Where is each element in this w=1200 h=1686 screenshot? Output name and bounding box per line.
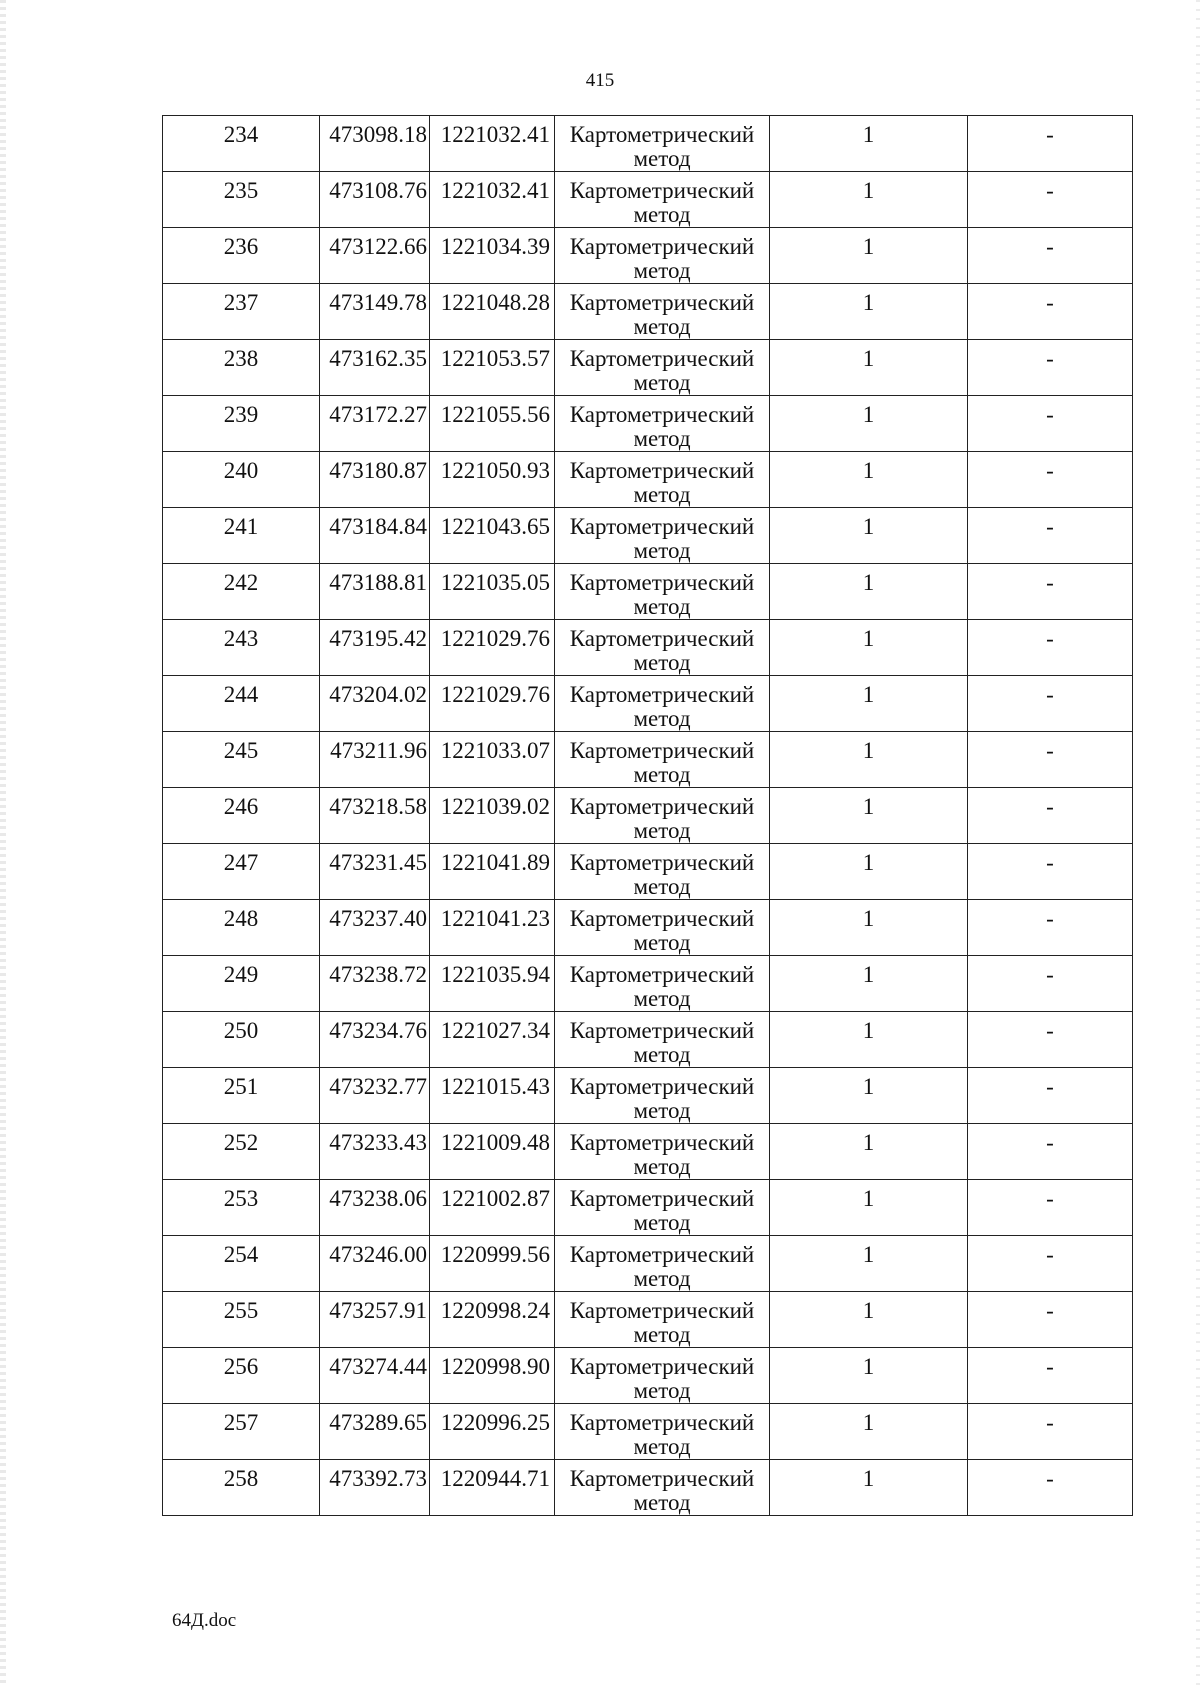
point-number-cell: 242 (163, 564, 320, 620)
table-row (163, 1292, 1133, 1348)
y-coordinate-cell: 1221041.89 (430, 844, 555, 900)
x-coordinate-cell: 473184.84 (320, 508, 430, 564)
point-number-cell: 239 (163, 396, 320, 452)
x-coordinate-cell: 473122.66 (320, 228, 430, 284)
x-coordinate-cell: 473233.43 (320, 1124, 430, 1180)
table-row (163, 1180, 1133, 1236)
x-coordinate-cell: 473211.96 (320, 732, 430, 788)
point-number-cell: 237 (163, 284, 320, 340)
method-suffix-line: метод (633, 1434, 691, 1459)
method-cell (555, 452, 770, 508)
point-number-cell: 235 (163, 172, 320, 228)
description-cell: - (968, 956, 1133, 1012)
x-coordinate-cell: 473149.78 (320, 284, 430, 340)
table-row (163, 900, 1133, 956)
x-coordinate-cell: 473289.65 (320, 1404, 430, 1460)
description-cell: - (968, 788, 1133, 844)
scan-edge-left (0, 0, 6, 1686)
point-number-cell: 244 (163, 676, 320, 732)
accuracy-cell: 1 (770, 116, 968, 172)
description-cell: - (968, 844, 1133, 900)
point-number-cell: 257 (163, 1404, 320, 1460)
point-number-cell: 238 (163, 340, 320, 396)
method-name-line: Картометрический (569, 1298, 755, 1323)
table-row (163, 340, 1133, 396)
point-number-cell: 250 (163, 1012, 320, 1068)
method-name-line: Картометрический (569, 1410, 755, 1435)
point-number-cell: 255 (163, 1292, 320, 1348)
x-coordinate-cell: 473098.18 (320, 116, 430, 172)
table-row (163, 1012, 1133, 1068)
method-suffix-line: метод (633, 1378, 691, 1403)
point-number-cell: 246 (163, 788, 320, 844)
method-suffix-line: метод (633, 706, 691, 731)
method-cell (555, 900, 770, 956)
method-suffix-line: метод (633, 650, 691, 675)
accuracy-cell: 1 (770, 1460, 968, 1516)
coordinates-table (162, 115, 1133, 1516)
method-cell (555, 228, 770, 284)
point-number-cell: 241 (163, 508, 320, 564)
method-name-line: Картометрический (569, 962, 755, 987)
y-coordinate-cell: 1220998.24 (430, 1292, 555, 1348)
description-cell: - (968, 620, 1133, 676)
method-suffix-line: метод (633, 538, 691, 563)
y-coordinate-cell: 1221032.41 (430, 116, 555, 172)
description-cell: - (968, 1292, 1133, 1348)
method-name-line: Картометрический (569, 178, 755, 203)
description-cell: - (968, 676, 1133, 732)
accuracy-cell: 1 (770, 1236, 968, 1292)
method-name-line: Картометрический (569, 1354, 755, 1379)
x-coordinate-cell: 473162.35 (320, 340, 430, 396)
method-cell (555, 620, 770, 676)
method-name-line: Картометрический (569, 794, 755, 819)
method-cell (555, 1124, 770, 1180)
accuracy-cell: 1 (770, 508, 968, 564)
method-suffix-line: метод (633, 1098, 691, 1123)
method-cell (555, 788, 770, 844)
method-name-line: Картометрический (569, 1130, 755, 1155)
method-suffix-line: метод (633, 818, 691, 843)
description-cell: - (968, 1012, 1133, 1068)
description-cell: - (968, 564, 1133, 620)
method-name-line: Картометрический (569, 570, 755, 595)
accuracy-cell: 1 (770, 284, 968, 340)
y-coordinate-cell: 1220999.56 (430, 1236, 555, 1292)
method-cell (555, 116, 770, 172)
x-coordinate-cell: 473246.00 (320, 1236, 430, 1292)
accuracy-cell: 1 (770, 844, 968, 900)
accuracy-cell: 1 (770, 1180, 968, 1236)
y-coordinate-cell: 1221032.41 (430, 172, 555, 228)
method-suffix-line: метод (633, 986, 691, 1011)
table-row (163, 620, 1133, 676)
accuracy-cell: 1 (770, 788, 968, 844)
method-cell (555, 564, 770, 620)
description-cell: - (968, 1068, 1133, 1124)
table-row (163, 508, 1133, 564)
y-coordinate-cell: 1221009.48 (430, 1124, 555, 1180)
table-row (163, 396, 1133, 452)
y-coordinate-cell: 1221035.94 (430, 956, 555, 1012)
point-number-cell: 251 (163, 1068, 320, 1124)
x-coordinate-cell: 473180.87 (320, 452, 430, 508)
description-cell: - (968, 732, 1133, 788)
y-coordinate-cell: 1221055.56 (430, 396, 555, 452)
method-name-line: Картометрический (569, 234, 755, 259)
method-suffix-line: метод (633, 1210, 691, 1235)
x-coordinate-cell: 473218.58 (320, 788, 430, 844)
method-cell (555, 1348, 770, 1404)
x-coordinate-cell: 473392.73 (320, 1460, 430, 1516)
table-row (163, 676, 1133, 732)
method-suffix-line: метод (633, 426, 691, 451)
description-cell: - (968, 1460, 1133, 1516)
point-number-cell: 256 (163, 1348, 320, 1404)
y-coordinate-cell: 1221029.76 (430, 620, 555, 676)
description-cell: - (968, 228, 1133, 284)
table-row (163, 956, 1133, 1012)
x-coordinate-cell: 473231.45 (320, 844, 430, 900)
method-cell (555, 1012, 770, 1068)
table-row (163, 1404, 1133, 1460)
method-cell (555, 956, 770, 1012)
table-row (163, 172, 1133, 228)
method-name-line: Картометрический (569, 458, 755, 483)
accuracy-cell: 1 (770, 956, 968, 1012)
description-cell: - (968, 116, 1133, 172)
method-suffix-line: метод (633, 1042, 691, 1067)
description-cell: - (968, 1180, 1133, 1236)
method-name-line: Картометрический (569, 850, 755, 875)
y-coordinate-cell: 1221015.43 (430, 1068, 555, 1124)
method-suffix-line: метод (633, 930, 691, 955)
accuracy-cell: 1 (770, 1124, 968, 1180)
method-cell (555, 396, 770, 452)
method-suffix-line: метод (633, 314, 691, 339)
method-cell (555, 1180, 770, 1236)
table-row (163, 844, 1133, 900)
y-coordinate-cell: 1221053.57 (430, 340, 555, 396)
accuracy-cell: 1 (770, 564, 968, 620)
y-coordinate-cell: 1221041.23 (430, 900, 555, 956)
accuracy-cell: 1 (770, 1012, 968, 1068)
method-cell (555, 172, 770, 228)
method-name-line: Картометрический (569, 1074, 755, 1099)
method-name-line: Картометрический (569, 346, 755, 371)
x-coordinate-cell: 473257.91 (320, 1292, 430, 1348)
scan-edge-right (1196, 0, 1200, 1686)
accuracy-cell: 1 (770, 396, 968, 452)
x-coordinate-cell: 473188.81 (320, 564, 430, 620)
method-name-line: Картометрический (569, 1242, 755, 1267)
method-suffix-line: метод (633, 258, 691, 283)
method-name-line: Картометрический (569, 1018, 755, 1043)
point-number-cell: 236 (163, 228, 320, 284)
table-row (163, 116, 1133, 172)
method-cell (555, 1292, 770, 1348)
method-suffix-line: метод (633, 594, 691, 619)
point-number-cell: 249 (163, 956, 320, 1012)
y-coordinate-cell: 1221050.93 (430, 452, 555, 508)
method-suffix-line: метод (633, 762, 691, 787)
method-name-line: Картометрический (569, 514, 755, 539)
x-coordinate-cell: 473234.76 (320, 1012, 430, 1068)
point-number-cell: 254 (163, 1236, 320, 1292)
method-name-line: Картометрический (569, 290, 755, 315)
x-coordinate-cell: 473195.42 (320, 620, 430, 676)
method-name-line: Картометрический (569, 626, 755, 651)
method-suffix-line: метод (633, 1490, 691, 1515)
x-coordinate-cell: 473238.72 (320, 956, 430, 1012)
accuracy-cell: 1 (770, 1348, 968, 1404)
method-cell (555, 676, 770, 732)
page-number: 415 (585, 70, 615, 91)
table-row (163, 732, 1133, 788)
accuracy-cell: 1 (770, 1404, 968, 1460)
method-cell (555, 1068, 770, 1124)
description-cell: - (968, 396, 1133, 452)
accuracy-cell: 1 (770, 452, 968, 508)
x-coordinate-cell: 473172.27 (320, 396, 430, 452)
method-name-line: Картометрический (569, 682, 755, 707)
method-name-line: Картометрический (569, 1466, 755, 1491)
point-number-cell: 240 (163, 452, 320, 508)
method-name-line: Картометрический (569, 402, 755, 427)
y-coordinate-cell: 1221029.76 (430, 676, 555, 732)
x-coordinate-cell: 473238.06 (320, 1180, 430, 1236)
x-coordinate-cell: 473232.77 (320, 1068, 430, 1124)
method-cell (555, 508, 770, 564)
y-coordinate-cell: 1220998.90 (430, 1348, 555, 1404)
method-suffix-line: метод (633, 1266, 691, 1291)
accuracy-cell: 1 (770, 1292, 968, 1348)
method-cell (555, 732, 770, 788)
x-coordinate-cell: 473237.40 (320, 900, 430, 956)
y-coordinate-cell: 1221043.65 (430, 508, 555, 564)
accuracy-cell: 1 (770, 340, 968, 396)
method-name-line: Картометрический (569, 738, 755, 763)
x-coordinate-cell: 473108.76 (320, 172, 430, 228)
accuracy-cell: 1 (770, 1068, 968, 1124)
accuracy-cell: 1 (770, 676, 968, 732)
point-number-cell: 253 (163, 1180, 320, 1236)
table-row (163, 1124, 1133, 1180)
method-suffix-line: метод (633, 370, 691, 395)
table-row (163, 564, 1133, 620)
table-row (163, 1460, 1133, 1516)
table-row (163, 1348, 1133, 1404)
method-cell (555, 1404, 770, 1460)
y-coordinate-cell: 1221035.05 (430, 564, 555, 620)
y-coordinate-cell: 1220996.25 (430, 1404, 555, 1460)
description-cell: - (968, 508, 1133, 564)
table-row (163, 788, 1133, 844)
description-cell: - (968, 1404, 1133, 1460)
table-row (163, 228, 1133, 284)
description-cell: - (968, 1236, 1133, 1292)
method-cell (555, 284, 770, 340)
description-cell: - (968, 1124, 1133, 1180)
y-coordinate-cell: 1221002.87 (430, 1180, 555, 1236)
y-coordinate-cell: 1220944.71 (430, 1460, 555, 1516)
table-row (163, 452, 1133, 508)
method-suffix-line: метод (633, 202, 691, 227)
x-coordinate-cell: 473274.44 (320, 1348, 430, 1404)
accuracy-cell: 1 (770, 228, 968, 284)
accuracy-cell: 1 (770, 900, 968, 956)
table-row (163, 1068, 1133, 1124)
description-cell: - (968, 452, 1133, 508)
point-number-cell: 247 (163, 844, 320, 900)
method-cell (555, 844, 770, 900)
description-cell: - (968, 172, 1133, 228)
point-number-cell: 243 (163, 620, 320, 676)
coordinates-table-body (163, 116, 1133, 1516)
description-cell: - (968, 340, 1133, 396)
method-cell (555, 1460, 770, 1516)
method-suffix-line: метод (633, 1154, 691, 1179)
method-cell (555, 1236, 770, 1292)
footer-filename: 64Д.doc (172, 1610, 237, 1631)
point-number-cell: 245 (163, 732, 320, 788)
y-coordinate-cell: 1221033.07 (430, 732, 555, 788)
method-suffix-line: метод (633, 874, 691, 899)
method-name-line: Картометрический (569, 1186, 755, 1211)
table-row (163, 284, 1133, 340)
y-coordinate-cell: 1221034.39 (430, 228, 555, 284)
point-number-cell: 248 (163, 900, 320, 956)
y-coordinate-cell: 1221027.34 (430, 1012, 555, 1068)
method-cell (555, 340, 770, 396)
method-suffix-line: метод (633, 1322, 691, 1347)
description-cell: - (968, 1348, 1133, 1404)
method-suffix-line: метод (633, 146, 691, 171)
x-coordinate-cell: 473204.02 (320, 676, 430, 732)
description-cell: - (968, 900, 1133, 956)
point-number-cell: 258 (163, 1460, 320, 1516)
method-suffix-line: метод (633, 482, 691, 507)
description-cell: - (968, 284, 1133, 340)
point-number-cell: 234 (163, 116, 320, 172)
method-name-line: Картометрический (569, 122, 755, 147)
point-number-cell: 252 (163, 1124, 320, 1180)
accuracy-cell: 1 (770, 620, 968, 676)
y-coordinate-cell: 1221039.02 (430, 788, 555, 844)
accuracy-cell: 1 (770, 172, 968, 228)
table-row (163, 1236, 1133, 1292)
method-name-line: Картометрический (569, 906, 755, 931)
accuracy-cell: 1 (770, 732, 968, 788)
y-coordinate-cell: 1221048.28 (430, 284, 555, 340)
